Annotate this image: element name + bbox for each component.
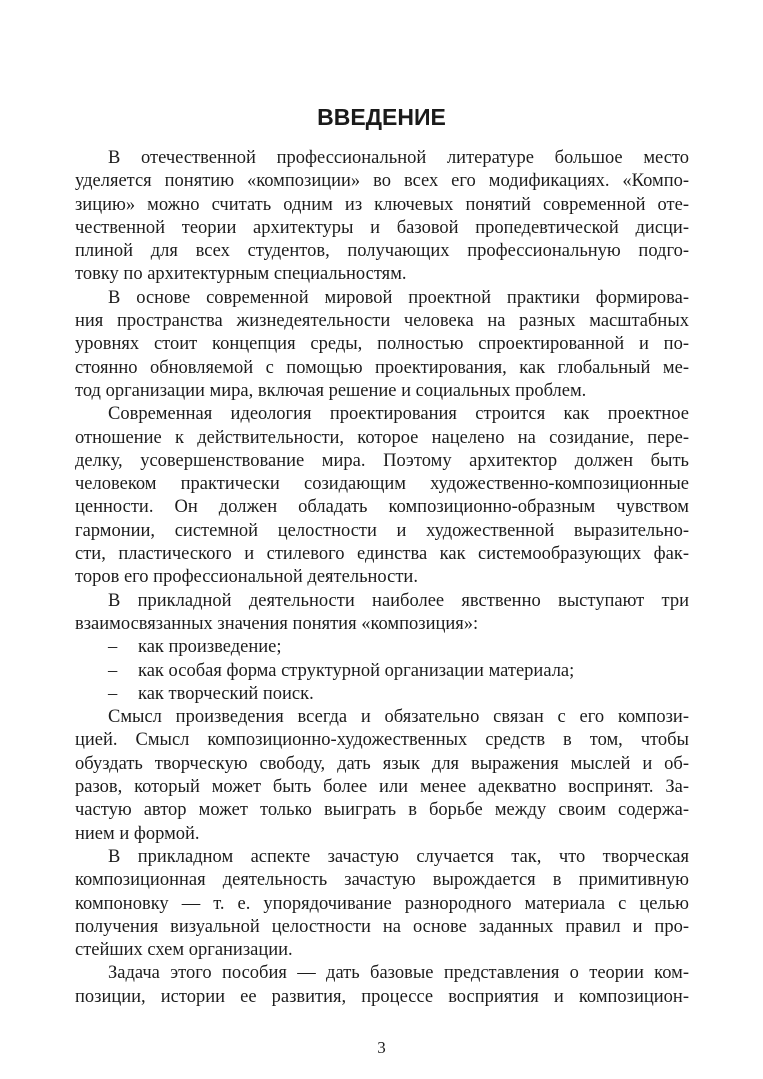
text-line: компоновку — т. е. упорядочивание разнородного материала с целью xyxy=(75,893,689,914)
list-item xyxy=(75,683,689,706)
paragraph xyxy=(75,590,689,637)
page-number: 3 xyxy=(377,1038,386,1057)
text-line: нием и формой. xyxy=(75,823,200,844)
text-line: торов его профессиональной деятельности. xyxy=(75,567,418,588)
text-line: зицию» можно считать одним из ключевых понятий современной оте- xyxy=(75,194,689,215)
list-item xyxy=(75,636,689,659)
list-item xyxy=(75,660,689,683)
text-line: взаимосвязанных значения понятия «композиция»: xyxy=(75,613,479,634)
paragraph xyxy=(75,287,689,403)
text-line: композиционная деятельность зачастую вырождается в примитивную xyxy=(75,870,689,891)
text-line: Современная идеология проектирования строится как проектное xyxy=(108,404,689,425)
list-item-text: как творческий поиск. xyxy=(138,683,314,704)
text-line: чественной теории архитектуры и базовой пропедевтической дисци- xyxy=(75,217,689,238)
text-line: человеком практически созидающим художественно-композиционные xyxy=(75,474,689,495)
text-line: товку по архитектурным специальностям. xyxy=(75,264,407,285)
list-dash: – xyxy=(108,660,118,681)
text-line: получения визуальной целостности на основе заданных правил и про- xyxy=(75,916,689,937)
text-line: Задача этого пособия — дать базовые представления о теории ком- xyxy=(108,963,689,984)
text-line: ния пространства жизнедеятельности человека на разных масштабных xyxy=(75,311,689,332)
paragraph xyxy=(75,147,689,287)
text-line: уровнях стоит концепция среды, полностью спроектированной и по- xyxy=(75,334,689,355)
text-line: делку, усовершенствование мира. Поэтому архитектор должен быть xyxy=(75,450,689,471)
text-line: плиной для всех студентов, получающих профессиональную подго- xyxy=(75,241,689,262)
text-line: тод организации мира, включая решение и социальных проблем. xyxy=(75,380,587,401)
dash-list xyxy=(75,636,689,706)
text-line: стоянно обновляемой с помощью проектирования, как глобальный ме- xyxy=(75,357,689,378)
list-dash: – xyxy=(108,637,118,658)
text-line: Смысл произведения всегда и обязательно связан с его компози- xyxy=(108,707,689,728)
text-line: уделяется понятию «композиции» во всех его модификациях. «Компо- xyxy=(75,171,689,192)
text-line: ценности. Он должен обладать композиционно-образным чувством xyxy=(75,497,689,518)
page-title: ВВЕДЕНИЕ xyxy=(317,104,446,130)
text-line: цией. Смысл композиционно-художественных средств в том, чтобы xyxy=(75,730,689,751)
list-item-text: как особая форма структурной организации материала; xyxy=(138,660,575,681)
text-line: В основе современной мировой проектной практики формирова- xyxy=(108,287,689,308)
text-line: позиции, истории ее развития, процессе восприятия и композицион- xyxy=(75,986,689,1007)
paragraph xyxy=(75,706,689,846)
body-text xyxy=(75,147,689,1009)
text-line: частую автор может только выиграть в борьбе между своим содержа- xyxy=(75,800,689,821)
list-dash: – xyxy=(108,683,118,704)
text-line: В отечественной профессиональной литературе большое место xyxy=(108,148,689,168)
paragraph xyxy=(75,962,689,1009)
paragraph xyxy=(75,846,689,962)
text-line: гармонии, системной целостности и художественной выразительно- xyxy=(75,520,689,541)
text-line: стейших схем организации. xyxy=(75,940,293,961)
text-line: разов, который может быть более или менее адекватно воспринят. За- xyxy=(75,777,689,798)
text-line: отношение к действительности, которое нацелено на созидание, пере- xyxy=(75,427,689,448)
text-line: В прикладной деятельности наиболее явственно выступают три xyxy=(108,590,689,611)
text-line: обуздать творческую свободу, дать язык для выражения мыслей и об- xyxy=(75,753,689,774)
paragraph xyxy=(75,403,689,589)
text-line: сти, пластического и стилевого единства как системообразующих фак- xyxy=(75,544,689,565)
list-item-text: как произведение; xyxy=(138,637,282,658)
text-line: В прикладном аспекте зачастую случается так, что творческая xyxy=(108,846,689,867)
